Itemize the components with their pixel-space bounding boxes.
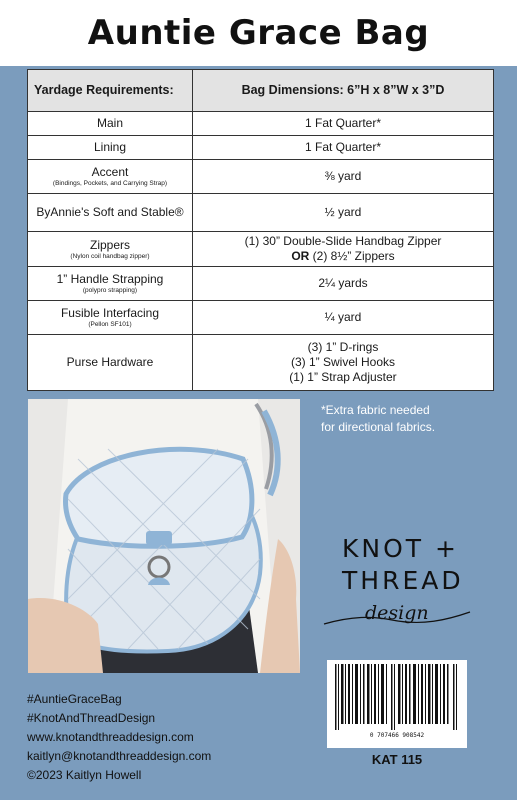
website-text: www.knotandthreaddesign.com — [27, 730, 194, 744]
row-label — [28, 301, 193, 335]
row-label-sub: (Nylon coil handbag zipper) — [70, 252, 150, 260]
row-value-line — [199, 249, 487, 264]
yardage-header: Yardage Requirements: — [28, 70, 193, 112]
brand-logo — [322, 532, 472, 642]
contact-block — [27, 690, 211, 785]
row-value-line: (1) 1” Strap Adjuster — [289, 370, 397, 384]
sku-code: KAT 115 — [371, 752, 423, 767]
row-label: ByAnnie's Soft and Stable® — [28, 194, 193, 232]
table-row — [28, 301, 494, 335]
row-label-sub: (polypro strapping) — [82, 287, 138, 295]
pattern-title: Auntie Grace Bag — [87, 13, 430, 53]
table-row — [28, 160, 494, 194]
row-value: 1 Fat Quarter* — [193, 136, 494, 160]
logo-line-design: design — [365, 602, 429, 624]
row-value — [193, 232, 494, 267]
table-row — [28, 232, 494, 267]
table-row — [28, 335, 494, 391]
row-label: Lining — [28, 136, 193, 160]
logo-line-thread: THREAD — [342, 566, 464, 595]
fabric-note: *Extra fabric needed for directional fabrics. — [321, 403, 436, 434]
table-row — [28, 136, 494, 160]
barcode-box — [327, 660, 467, 748]
row-value-line: (3) 1” Swivel Hooks — [290, 355, 396, 369]
row-label-sub: (Bindings, Pockets, and Carrying Strap) — [52, 180, 168, 188]
row-value: ¼ yard — [193, 301, 494, 335]
hashtag-bag: #AuntieGraceBag — [27, 692, 122, 706]
row-label-text: 1” Handle Strapping — [56, 272, 164, 287]
row-value: 1 Fat Quarter* — [193, 112, 494, 136]
row-label — [28, 267, 193, 301]
barcode-area — [327, 660, 467, 770]
dimensions-header: Bag Dimensions: 6”H x 8”W x 3”D — [193, 70, 494, 112]
bag-photo — [28, 399, 300, 673]
bag-illustration — [28, 399, 300, 673]
row-label-text: Zippers — [89, 237, 130, 252]
row-label-text: Fusible Interfacing — [60, 306, 160, 321]
hashtag-brand: #KnotAndThreadDesign — [27, 711, 156, 725]
row-value — [193, 335, 494, 391]
row-value: ⅜ yard — [193, 160, 494, 194]
row-label: Purse Hardware — [28, 335, 193, 391]
table-header-row — [28, 70, 494, 112]
row-value-or: OR — [291, 249, 310, 263]
row-label — [28, 160, 193, 194]
barcode-number: 0 707466 908542 — [369, 732, 425, 739]
row-label-sub: (Pellon SF101) — [88, 321, 132, 329]
row-label — [28, 232, 193, 267]
table-row — [28, 112, 494, 136]
title-banner — [0, 0, 517, 66]
row-value: 2¼ yards — [193, 267, 494, 301]
table-row — [28, 267, 494, 301]
row-value: ½ yard — [193, 194, 494, 232]
table-row — [28, 194, 494, 232]
yardage-table — [27, 69, 494, 391]
copyright-text: ©2023 Kaitlyn Howell — [27, 768, 142, 782]
row-value-line: (3) 1” D-rings — [307, 340, 379, 354]
logo-line-knot: KNOT + — [342, 534, 459, 563]
row-value-alt: (2) 8½” Zippers — [309, 249, 395, 263]
email-text: kaitlyn@knotandthreaddesign.com — [27, 749, 212, 763]
row-label: Main — [28, 112, 193, 136]
row-label-text: Accent — [91, 165, 129, 180]
barcode-icon — [333, 664, 461, 730]
row-value-line: (1) 30” Double-Slide Handbag Zipper — [244, 234, 442, 248]
